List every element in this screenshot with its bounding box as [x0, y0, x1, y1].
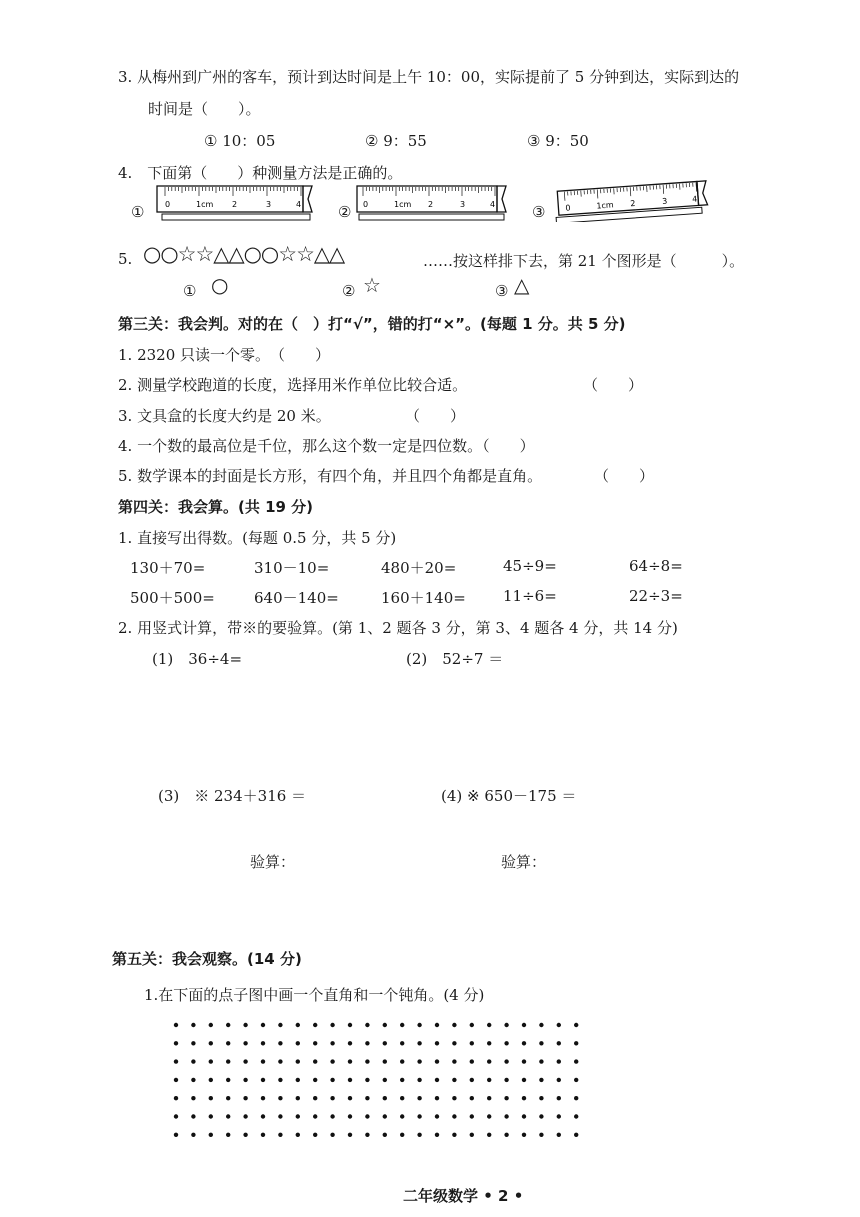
ruler-2-label-4: 4 [490, 200, 496, 209]
grid-dot [383, 1114, 387, 1118]
grid-dot [365, 1078, 369, 1082]
grid-dot [313, 1023, 317, 1027]
calc-item: 45÷9= [503, 557, 557, 575]
grid-dot [539, 1059, 543, 1063]
q4-mark-3: ③ [532, 203, 546, 221]
grid-dot [557, 1041, 561, 1045]
grid-dot [313, 1096, 317, 1100]
ruler-2-label-1cm: 1cm [394, 200, 412, 209]
grid-dot [539, 1096, 543, 1100]
grid-dot [435, 1023, 439, 1027]
ruler-1 [156, 180, 314, 226]
grid-dot [226, 1133, 230, 1137]
judge-item-5: 5. 数学课本的封面是长方形，有四个角，并且四个角都是直角。 [118, 467, 543, 485]
grid-dot [557, 1096, 561, 1100]
grid-dot [504, 1041, 508, 1045]
grid-dot [296, 1041, 300, 1045]
dot-grid[interactable] [170, 1016, 590, 1150]
grid-dot [504, 1023, 508, 1027]
grid-dot [191, 1096, 195, 1100]
grid-dot [313, 1133, 317, 1137]
calc-item: 310－10= [254, 559, 330, 577]
ruler-3-label-3: 3 [661, 196, 668, 206]
grid-dot [400, 1023, 404, 1027]
grid-dot [348, 1114, 352, 1118]
q5-option-1-number: ① [183, 282, 197, 300]
grid-dot [522, 1114, 526, 1118]
vertical-calc-1: (1) 36÷4= [152, 650, 243, 668]
grid-dot [487, 1041, 491, 1045]
grid-dot [400, 1133, 404, 1137]
grid-dot [400, 1114, 404, 1118]
grid-dot [226, 1023, 230, 1027]
grid-dot [174, 1023, 178, 1027]
judge-item-3: 3. 文具盒的长度大约是 20 米。 [118, 407, 331, 425]
calc-item: 11÷6= [503, 587, 557, 605]
ruler-3-label-4: 4 [691, 194, 698, 204]
grid-dot [470, 1023, 474, 1027]
grid-dot [278, 1041, 282, 1045]
grid-dot [417, 1041, 421, 1045]
grid-dot [243, 1023, 247, 1027]
grid-dot [417, 1114, 421, 1118]
ruler-tick [564, 192, 565, 201]
grid-dot [522, 1078, 526, 1082]
ruler-3 [554, 176, 712, 226]
judge-item-1: 1. 2320 只读一个零。 （ ） [118, 346, 331, 364]
grid-dot [557, 1023, 561, 1027]
observe-subtitle-1: 1.在下面的点子图中画一个直角和一个钝角。(4 分) [144, 986, 485, 1004]
grid-dot [313, 1041, 317, 1045]
grid-dot [435, 1133, 439, 1137]
grid-dot [330, 1096, 334, 1100]
grid-dot [574, 1096, 578, 1100]
ruler-1-label-0: 0 [165, 200, 171, 209]
grid-dot [452, 1096, 456, 1100]
grid-dot [539, 1078, 543, 1082]
ruler-3-label-0: 0 [565, 203, 571, 213]
q4-text: 4. 下面第（ ）种测量方法是正确的。 [118, 164, 403, 182]
check-label-4: 验算： [501, 853, 547, 871]
ruler-2-label-3: 3 [460, 200, 466, 209]
vertical-calc-2: (2) 52÷7 ＝ [406, 650, 504, 668]
grid-dot [261, 1078, 265, 1082]
grid-dot [296, 1133, 300, 1137]
grid-dot [348, 1133, 352, 1137]
grid-dot [435, 1078, 439, 1082]
grid-dot [539, 1041, 543, 1045]
grid-dot [574, 1041, 578, 1045]
grid-dot [487, 1114, 491, 1118]
grid-dot [417, 1023, 421, 1027]
q5-shape-sequence: ○○☆☆△△○○☆☆△△ [143, 242, 345, 266]
grid-dot [470, 1133, 474, 1137]
grid-dot [191, 1133, 195, 1137]
grid-dot [226, 1078, 230, 1082]
q3-line2: 时间是（ ）。 [148, 100, 261, 118]
judge-item-3-answer[interactable]: （ ） [405, 407, 466, 425]
grid-dot [209, 1096, 213, 1100]
ruler-1-label-4: 4 [296, 200, 302, 209]
grid-dot [209, 1059, 213, 1063]
q5-option-3-number: ③ [495, 282, 509, 300]
grid-dot [226, 1096, 230, 1100]
grid-dot [191, 1078, 195, 1082]
grid-dot [261, 1096, 265, 1100]
grid-dot [557, 1078, 561, 1082]
q5-text: ……按这样排下去，第 21 个图形是（ ）。 [423, 252, 745, 270]
triangle-icon: △ [514, 273, 530, 297]
grid-dot [400, 1078, 404, 1082]
q3-option-1: ① 10：05 [204, 132, 276, 150]
grid-dot [435, 1114, 439, 1118]
grid-dot [296, 1059, 300, 1063]
grid-dot [400, 1096, 404, 1100]
q5-option-2-number: ② [342, 282, 356, 300]
grid-dot [330, 1059, 334, 1063]
section-5-title: 第五关：我会观察。(14 分) [112, 950, 302, 968]
grid-dot [365, 1023, 369, 1027]
grid-dot [296, 1096, 300, 1100]
q3-option-3: ③ 9：50 [527, 132, 589, 150]
grid-dot [557, 1059, 561, 1063]
grid-dot [365, 1114, 369, 1118]
ruler-2-label-0: 0 [363, 200, 369, 209]
grid-dot [278, 1096, 282, 1100]
grid-dot [400, 1041, 404, 1045]
grid-dot [487, 1078, 491, 1082]
grid-dot [504, 1078, 508, 1082]
judge-item-4: 4. 一个数的最高位是千位，那么这个数一定是四位数。（ ） [118, 437, 535, 455]
grid-dot [330, 1133, 334, 1137]
calc-subtitle-2: 2. 用竖式计算，带※的要验算。(第 1、2 题各 3 分，第 3、4 题各 4 分，共 14 分) [118, 619, 678, 637]
grid-dot [452, 1133, 456, 1137]
grid-dot [504, 1114, 508, 1118]
grid-dot [348, 1096, 352, 1100]
grid-dot [209, 1133, 213, 1137]
ruler-tick [630, 187, 631, 196]
grid-dot [278, 1059, 282, 1063]
grid-dot [417, 1096, 421, 1100]
page-footer: 二年级数学 • 2 • [403, 1187, 524, 1205]
calc-item: 22÷3= [629, 587, 683, 605]
grid-dot [191, 1114, 195, 1118]
grid-dot [470, 1078, 474, 1082]
grid-dot [383, 1059, 387, 1063]
grid-dot [209, 1023, 213, 1027]
q3-option-2: ② 9：55 [365, 132, 427, 150]
q5-number: 5. [118, 250, 133, 268]
calc-item: 64÷8= [629, 557, 683, 575]
grid-dot [470, 1041, 474, 1045]
grid-dot [348, 1023, 352, 1027]
grid-dot [539, 1023, 543, 1027]
grid-dot [504, 1096, 508, 1100]
check-label-3: 验算： [250, 853, 296, 871]
grid-dot [574, 1059, 578, 1063]
grid-dot [243, 1096, 247, 1100]
grid-dot [574, 1023, 578, 1027]
grid-dot [522, 1023, 526, 1027]
grid-dot [261, 1059, 265, 1063]
q4-mark-1: ① [131, 203, 145, 221]
grid-dot [487, 1059, 491, 1063]
grid-dot [452, 1114, 456, 1118]
grid-dot [539, 1133, 543, 1137]
grid-dot [348, 1041, 352, 1045]
calc-item: 480＋20= [381, 559, 457, 577]
grid-dot [365, 1059, 369, 1063]
calc-subtitle-1: 1. 直接写出得数。(每题 0.5 分，共 5 分) [118, 529, 397, 547]
grid-dot [348, 1078, 352, 1082]
grid-dot [383, 1023, 387, 1027]
grid-dot [313, 1114, 317, 1118]
grid-dot [452, 1078, 456, 1082]
judge-item-2: 2. 测量学校跑道的长度，选择用米作单位比较合适。 [118, 376, 468, 394]
grid-dot [174, 1078, 178, 1082]
grid-dot [470, 1059, 474, 1063]
grid-dot [313, 1078, 317, 1082]
grid-dot [226, 1041, 230, 1045]
vertical-calc-4: (4) ※ 650－175 ＝ [441, 787, 577, 805]
grid-dot [487, 1023, 491, 1027]
grid-dot [417, 1059, 421, 1063]
section-3-title: 第三关：我会判。对的在（ ）打“√”，错的打“×”。(每题 1 分。共 5 分) [118, 315, 626, 333]
grid-dot [226, 1059, 230, 1063]
grid-dot [278, 1078, 282, 1082]
grid-dot [243, 1041, 247, 1045]
grid-dot [365, 1041, 369, 1045]
grid-dot [330, 1078, 334, 1082]
calc-item: 500＋500= [130, 589, 215, 607]
grid-dot [487, 1133, 491, 1137]
grid-dot [417, 1078, 421, 1082]
grid-dot [209, 1041, 213, 1045]
grid-dot [174, 1114, 178, 1118]
grid-dot [383, 1078, 387, 1082]
grid-dot [557, 1114, 561, 1118]
grid-dot [243, 1133, 247, 1137]
grid-dot [383, 1041, 387, 1045]
judge-item-5-answer[interactable]: （ ） [594, 467, 655, 485]
ruler-tick [597, 189, 598, 198]
grid-dot [470, 1096, 474, 1100]
grid-dot [330, 1023, 334, 1027]
ruler-3-label-2: 2 [630, 198, 636, 209]
grid-dot [261, 1041, 265, 1045]
grid-dot [452, 1059, 456, 1063]
grid-dot [261, 1114, 265, 1118]
grid-dot [452, 1041, 456, 1045]
grid-dot [261, 1133, 265, 1137]
grid-dot [278, 1133, 282, 1137]
grid-dot [278, 1023, 282, 1027]
grid-dot [348, 1059, 352, 1063]
grid-dot [504, 1059, 508, 1063]
grid-dot [174, 1133, 178, 1137]
grid-dot [191, 1059, 195, 1063]
grid-dot [557, 1133, 561, 1137]
grid-dot [435, 1059, 439, 1063]
grid-dot [226, 1114, 230, 1118]
star-icon: ☆ [363, 273, 381, 297]
grid-dot [243, 1059, 247, 1063]
grid-dot [522, 1133, 526, 1137]
circle-icon: ○ [211, 273, 229, 297]
grid-dot [435, 1096, 439, 1100]
grid-dot [296, 1023, 300, 1027]
grid-dot [383, 1096, 387, 1100]
grid-dot [243, 1078, 247, 1082]
grid-dot [209, 1114, 213, 1118]
grid-dot [330, 1041, 334, 1045]
grid-dot [278, 1114, 282, 1118]
grid-dot [209, 1078, 213, 1082]
grid-dot [522, 1059, 526, 1063]
grid-dot [174, 1096, 178, 1100]
grid-dot [504, 1133, 508, 1137]
grid-dot [400, 1059, 404, 1063]
grid-dot [522, 1096, 526, 1100]
grid-dot [174, 1059, 178, 1063]
calc-item: 160＋140= [381, 589, 466, 607]
grid-dot [574, 1133, 578, 1137]
grid-dot [243, 1114, 247, 1118]
grid-dot [452, 1023, 456, 1027]
q4-mark-2: ② [338, 203, 352, 221]
grid-dot [417, 1133, 421, 1137]
grid-dot [487, 1096, 491, 1100]
grid-dot [574, 1114, 578, 1118]
grid-dot [539, 1114, 543, 1118]
q3-line1: 3. 从梅州到广州的客车，预计到达时间是上午 10：00，实际提前了 5 分钟到达，实际到达的 [118, 68, 740, 86]
grid-dot [296, 1114, 300, 1118]
grid-dot [365, 1133, 369, 1137]
grid-dot [574, 1078, 578, 1082]
grid-dot [470, 1114, 474, 1118]
grid-dot [191, 1023, 195, 1027]
grid-dot [383, 1133, 387, 1137]
grid-dot [365, 1096, 369, 1100]
calc-item: 640－140= [254, 589, 339, 607]
section-4-title: 第四关：我会算。(共 19 分) [118, 498, 314, 516]
ruler-1-label-2: 2 [232, 200, 238, 209]
grid-dot [313, 1059, 317, 1063]
calc-item: 130＋70= [130, 559, 206, 577]
ruler-tick [663, 185, 664, 194]
ruler-2 [356, 180, 508, 226]
ruler-2-label-2: 2 [428, 200, 434, 209]
ruler-3-label-1cm: 1cm [596, 200, 614, 211]
ruler-1-label-1cm: 1cm [196, 200, 214, 209]
grid-dot [191, 1041, 195, 1045]
grid-dot [435, 1041, 439, 1045]
grid-dot [330, 1114, 334, 1118]
grid-dot [296, 1078, 300, 1082]
judge-item-2-answer[interactable]: （ ） [583, 376, 644, 394]
ruler-1-label-3: 3 [266, 200, 272, 209]
vertical-calc-3: (3) ※ 234＋316 ＝ [158, 787, 307, 805]
grid-dot [261, 1023, 265, 1027]
grid-dot [174, 1041, 178, 1045]
grid-dot [522, 1041, 526, 1045]
